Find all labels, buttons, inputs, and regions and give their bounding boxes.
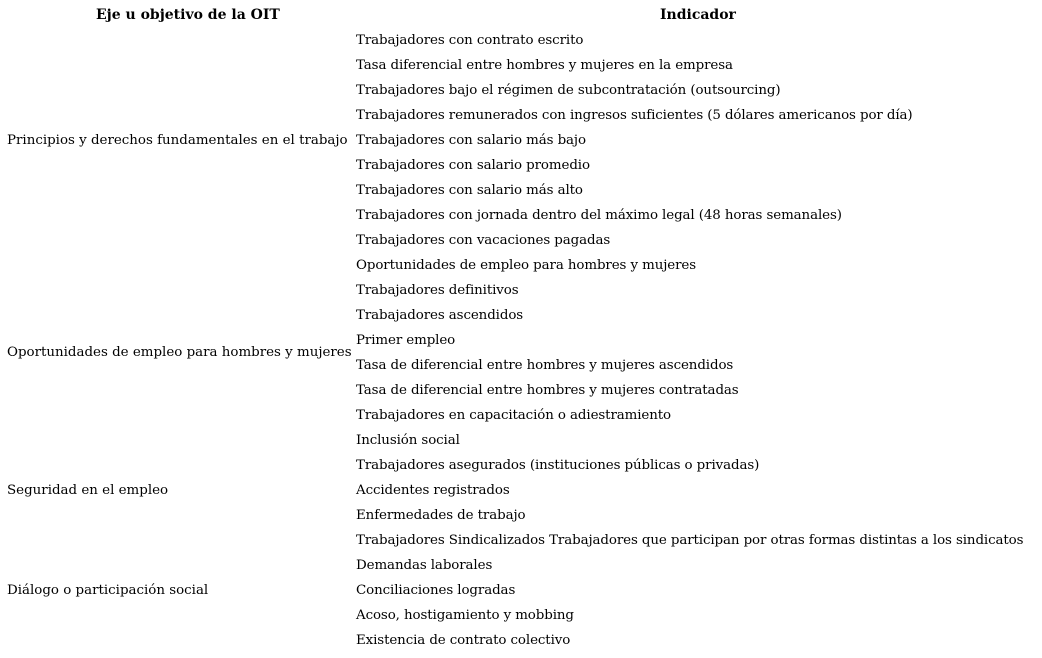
header-indicator: Indicador bbox=[660, 7, 736, 23]
indicator-row: Accidentes registrados bbox=[356, 483, 510, 498]
indicator-row: Enfermedades de trabajo bbox=[356, 508, 526, 523]
axis-label: Diálogo o participación social bbox=[7, 583, 209, 598]
axis-label: Principios y derechos fundamentales en el trabajo bbox=[7, 133, 348, 148]
indicator-row: Trabajadores con salario promedio bbox=[356, 158, 590, 173]
indicator-row: Tasa de diferencial entre hombres y mujeres ascendidos bbox=[356, 358, 734, 373]
indicator-row: Trabajadores en capacitación o adiestramiento bbox=[356, 408, 671, 423]
indicator-row: Trabajadores con salario más bajo bbox=[356, 133, 586, 148]
indicator-row: Inclusión social bbox=[356, 433, 460, 448]
header-axis: Eje u objetivo de la OIT bbox=[96, 7, 280, 23]
indicator-row: Trabajadores con contrato escrito bbox=[356, 33, 584, 48]
indicator-row: Trabajadores con salario más alto bbox=[356, 183, 583, 198]
indicator-row: Existencia de contrato colectivo bbox=[356, 633, 571, 648]
indicator-row: Primer empleo bbox=[356, 333, 456, 348]
indicator-row: Trabajadores bajo el régimen de subcontratación (outsourcing) bbox=[356, 83, 781, 98]
indicator-row: Trabajadores con jornada dentro del máximo legal (48 horas semanales) bbox=[356, 208, 842, 223]
indicator-row: Trabajadores Sindicalizados Trabajadores que participan por otras formas distintas a los sindicatos bbox=[356, 533, 1024, 548]
indicator-row: Oportunidades de empleo para hombres y mujeres bbox=[356, 258, 697, 273]
indicator-row: Demandas laborales bbox=[356, 558, 493, 573]
indicator-row: Conciliaciones logradas bbox=[356, 583, 516, 598]
indicator-row: Trabajadores ascendidos bbox=[356, 308, 524, 323]
indicator-row: Tasa de diferencial entre hombres y mujeres contratadas bbox=[356, 383, 739, 398]
indicator-row: Tasa diferencial entre hombres y mujeres en la empresa bbox=[356, 58, 733, 73]
axis-label: Oportunidades de empleo para hombres y mujeres bbox=[7, 345, 352, 360]
indicator-row: Trabajadores con vacaciones pagadas bbox=[356, 233, 611, 248]
axis-label: Seguridad en el empleo bbox=[7, 483, 169, 498]
indicator-row: Trabajadores asegurados (instituciones públicas o privadas) bbox=[356, 458, 760, 473]
indicator-row: Acoso, hostigamiento y mobbing bbox=[356, 608, 574, 623]
indicator-row: Trabajadores remunerados con ingresos suficientes (5 dólares americanos por día) bbox=[356, 108, 913, 123]
indicator-row: Trabajadores definitivos bbox=[356, 283, 519, 298]
